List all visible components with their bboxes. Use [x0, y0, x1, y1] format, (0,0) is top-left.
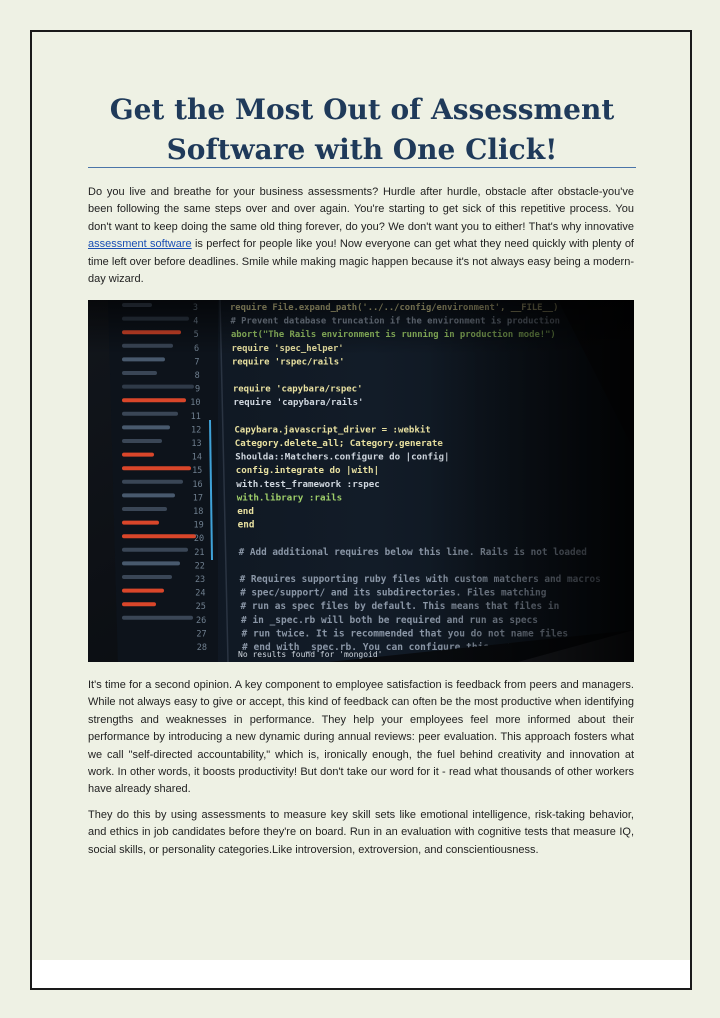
- intro-text-before-link: Do you live and breathe for your business assessments? Hurdle after hurdle, obstacle after obstacle-you've been following the same steps over and over again. You're starting to get sick of this repetitive process. You don't want to keep doing the same old thing forever, do you? We don't want you to either! That's why innovative: [88, 186, 634, 233]
- document-page: [30, 30, 692, 990]
- page-title: Get the Most Out of Assessment Software with One Click!: [109, 93, 615, 166]
- feedback-paragraph: It's time for a second opinion. A key component to employee satisfaction is feedback from peers and managers. While not always easy to give or accept, this kind of feedback can often be the most productive when identifying strengths and weaknesses in performance. They help your employees feel more informed about their performance by introducing a new dynamic during annual reviews: peer evaluation. This approach fosters what we call "self-directed accountability," which is, ironically enough, the fuel behind creativity and innovation at work. In other words, it boosts productivity! But don't take our word for it - read what thousands of other workers have already shared.: [88, 679, 634, 796]
- intro-paragraph: [88, 184, 634, 288]
- laptop-code-photo: [88, 300, 634, 662]
- assessments-paragraph: They do this by using assessments to measure key skill sets like emotional intelligence, risk-taking behavior, and ethics in job candidates before they're on board. Run in an evaluation with cognitive tests that measure IQ, social skills, or personality categories.Like introversion, extroversion, and conscientiousness.: [88, 809, 634, 856]
- intro-text-after-link: is perfect for people like you! Now everyone can get what they need quickly with plenty of time left over before deadlines. Smile while making magic happen because it's not always easy being a modern-day wizard.: [88, 238, 634, 286]
- page-bottom-band: [32, 960, 690, 988]
- title-underline: [88, 167, 636, 168]
- assessment-software-link[interactable]: assessment software: [88, 238, 192, 251]
